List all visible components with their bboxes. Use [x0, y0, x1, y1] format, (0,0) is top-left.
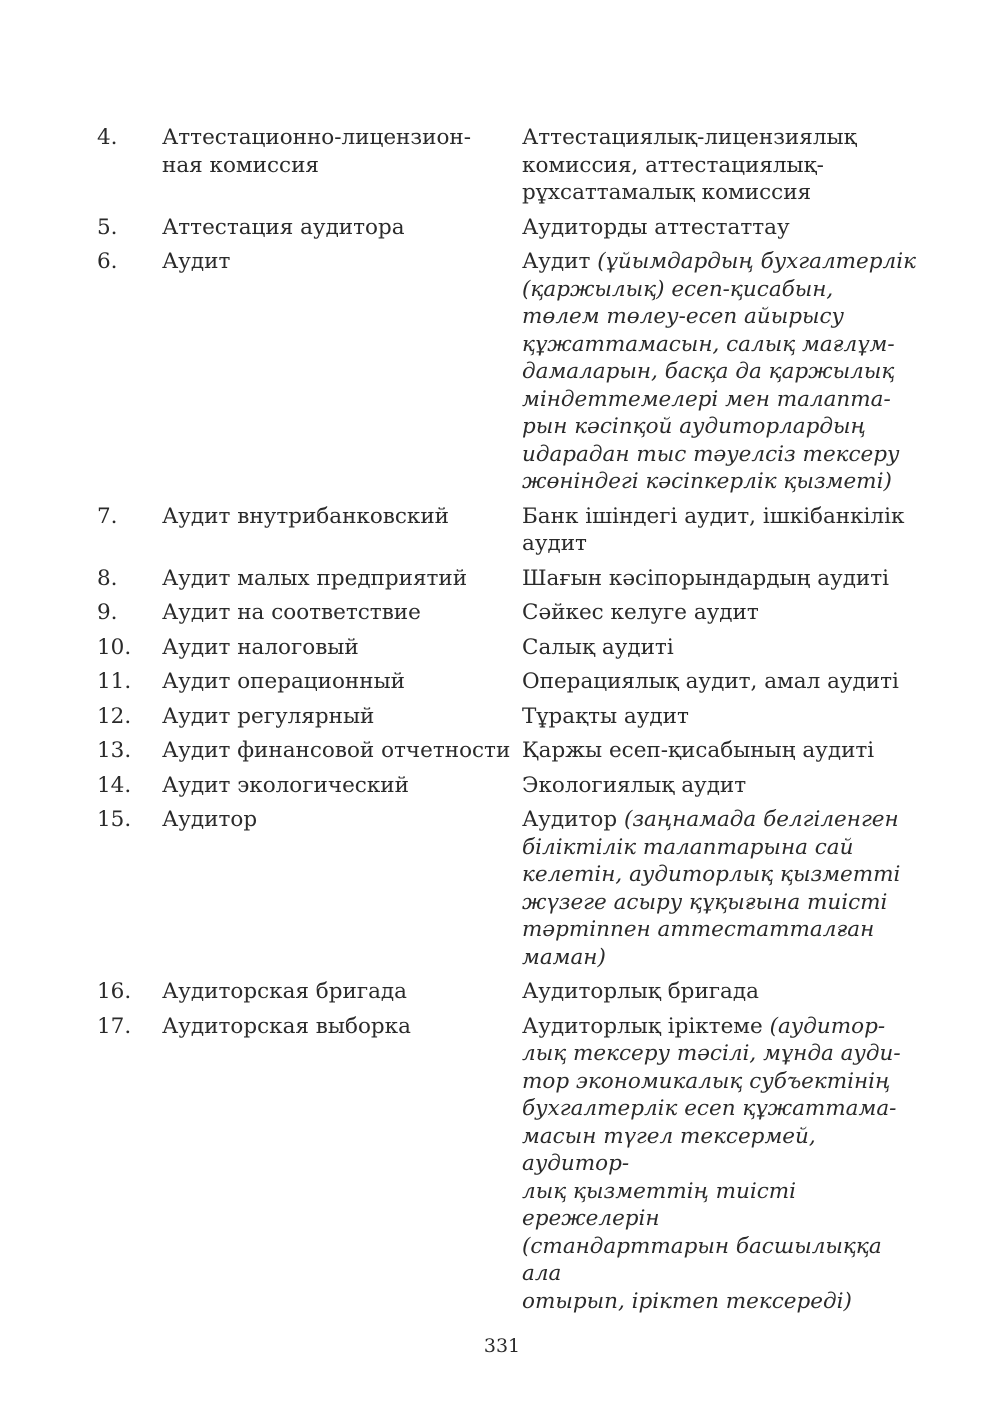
entry-number: 6. — [97, 249, 118, 274]
kazakh-explanation-line: отырып, іріктеп тексереді) — [522, 1288, 852, 1314]
russian-term-line: ная комиссия — [162, 152, 319, 178]
russian-term-line: Аудит малых предприятий — [162, 565, 468, 591]
glossary-entry — [97, 503, 927, 558]
russian-term — [162, 806, 522, 971]
kazakh-translation — [522, 599, 917, 627]
russian-term-line: Аттестация аудитора — [162, 214, 405, 240]
kazakh-explanation-line: идарадан тыс тәуелсіз тексеру — [522, 441, 900, 467]
kazakh-explanation-line: (стандарттарын басшылыққа ала — [522, 1233, 882, 1286]
russian-term — [162, 703, 522, 731]
kazakh-line: Экологиялық аудит — [522, 772, 747, 798]
russian-term-line: Аудит экологический — [162, 772, 409, 798]
entry-number: 11. — [97, 669, 132, 694]
glossary-entry — [97, 634, 927, 662]
kazakh-line: Шағын кәсіпорындардың аудиті — [522, 565, 890, 591]
glossary-entry — [97, 806, 927, 971]
russian-term — [162, 978, 522, 1006]
kazakh-translation — [522, 737, 917, 765]
russian-term-line: Аудит финансовой отчетности — [162, 738, 511, 763]
entry-number: 13. — [97, 738, 132, 763]
russian-term-line: Аудит регулярный — [162, 703, 375, 729]
russian-term-line: Аудиторская выборка — [162, 1013, 411, 1039]
russian-term-line: Аудит — [162, 249, 231, 274]
kazakh-translation — [522, 565, 917, 593]
kazakh-translation — [522, 634, 917, 662]
russian-term — [162, 503, 522, 558]
page-number: 331 — [483, 1335, 521, 1357]
kazakh-explanation-line: жөніндегі кәсіпкерлік қызметі) — [522, 469, 892, 494]
kazakh-line: Аудиторлық бригада — [522, 979, 759, 1004]
kazakh-explanation: (аудитор- — [769, 1013, 886, 1039]
glossary-entry — [97, 565, 927, 593]
russian-term-line: Аттестационно-лицензион- — [162, 125, 471, 150]
entry-number: 14. — [97, 772, 132, 798]
entry-number: 17. — [97, 1013, 132, 1039]
kazakh-line: Банк ішіндегі аудит, ішкібанкілік — [522, 503, 905, 529]
russian-term-line: Аудит операционный — [162, 669, 406, 694]
glossary-entry — [97, 124, 927, 207]
kazakh-explanation-line: рын кәсіпқой аудиторлардың — [522, 414, 866, 439]
kazakh-explanation-line: лық тексеру тәсілі, мұнда ауди- — [522, 1041, 901, 1066]
entry-number: 4. — [97, 125, 118, 150]
kazakh-explanation-line: тәртіппен аттестатталған — [522, 917, 875, 942]
glossary-entry — [97, 737, 927, 765]
kazakh-term: Аудиторлық іріктеме — [522, 1013, 770, 1039]
russian-term-line: Аудит на соответствие — [162, 600, 421, 625]
kazakh-line: комиссия, аттестациялық- — [522, 152, 824, 178]
kazakh-line: Қаржы есеп-қисабының аудиті — [522, 738, 875, 763]
entry-number: 12. — [97, 703, 132, 729]
kazakh-line: Операциялық аудит, амал аудиті — [522, 669, 899, 694]
entry-number: 9. — [97, 600, 118, 625]
glossary-entry — [97, 1013, 927, 1316]
kazakh-translation — [522, 668, 917, 696]
kazakh-translation — [522, 124, 917, 207]
kazakh-translation — [522, 703, 917, 731]
kazakh-explanation-line: бухгалтерлік есеп құжаттама- — [522, 1096, 897, 1121]
russian-term-line: Аудиторская бригада — [162, 979, 407, 1004]
kazakh-explanation-line: масын түгел тексермей, аудитор- — [522, 1123, 816, 1176]
russian-term-line: Аудитор — [162, 807, 258, 832]
kazakh-line — [522, 1013, 917, 1041]
glossary-entry — [97, 978, 927, 1006]
kazakh-explanation-line: құжаттамасын, салық мағлұм- — [522, 331, 895, 357]
kazakh-explanation-line: біліктілік талаптарына сай — [522, 834, 854, 860]
russian-term — [162, 599, 522, 627]
glossary-entry — [97, 599, 927, 627]
russian-term — [162, 248, 522, 496]
entry-number: 15. — [97, 807, 132, 832]
kazakh-translation — [522, 978, 917, 1006]
kazakh-line: Салық аудиті — [522, 634, 674, 660]
kazakh-explanation-line: міндеттемелері мен талапта- — [522, 386, 891, 412]
kazakh-translation — [522, 1013, 917, 1316]
russian-term — [162, 668, 522, 696]
russian-term-line: Аудит налоговый — [162, 634, 359, 660]
russian-term — [162, 565, 522, 593]
kazakh-line: Тұрақты аудит — [522, 703, 689, 729]
kazakh-explanation-line: (қаржылық) есеп-қисабын, — [522, 276, 834, 302]
kazakh-line — [522, 248, 917, 276]
glossary-entry — [97, 703, 927, 731]
kazakh-translation — [522, 772, 917, 800]
kazakh-translation — [522, 806, 917, 971]
kazakh-line: аудит — [522, 531, 587, 556]
russian-term-line: Аудит внутрибанковский — [162, 503, 450, 529]
kazakh-line: Сәйкес келуге аудит — [522, 600, 759, 625]
glossary-entry — [97, 668, 927, 696]
glossary-entry — [97, 214, 927, 242]
russian-term — [162, 214, 522, 242]
entry-number: 7. — [97, 503, 118, 529]
kazakh-explanation-line: маман) — [522, 944, 606, 970]
kazakh-explanation-line: лық қызметтің тиісті ережелерін — [522, 1178, 797, 1231]
kazakh-explanation: (заңнамада белгіленген — [623, 807, 899, 832]
kazakh-explanation-line: келетін, аудиторлық қызметті — [522, 862, 901, 887]
entry-number: 5. — [97, 214, 118, 240]
glossary-list — [97, 124, 927, 1322]
kazakh-explanation-line: дамаларын, басқа да қаржылық — [522, 359, 895, 384]
kazakh-explanation-line: тор экономикалық субъектінің — [522, 1068, 891, 1094]
russian-term — [162, 772, 522, 800]
kazakh-line: Аудиторды аттестаттау — [522, 214, 790, 240]
russian-term — [162, 737, 522, 765]
kazakh-line: рұхсаттамалық комиссия — [522, 180, 812, 205]
russian-term — [162, 634, 522, 662]
entry-number: 8. — [97, 565, 118, 591]
kazakh-line: Аттестациялық-лицензиялық — [522, 125, 857, 150]
kazakh-term: Аудит — [522, 249, 598, 274]
russian-term — [162, 124, 522, 207]
kazakh-translation — [522, 214, 917, 242]
entry-number: 16. — [97, 979, 132, 1004]
kazakh-explanation-line: жүзеге асыру құқығына тиісті — [522, 889, 888, 915]
entry-number: 10. — [97, 634, 132, 660]
kazakh-explanation-line: төлем төлеу-есеп айырысу — [522, 304, 845, 329]
kazakh-term: Аудитор — [522, 807, 624, 832]
glossary-entry — [97, 772, 927, 800]
kazakh-translation — [522, 248, 917, 496]
kazakh-explanation: (ұйымдардың бухгалтерлік — [597, 249, 916, 274]
kazakh-translation — [522, 503, 917, 558]
glossary-entry — [97, 248, 927, 496]
russian-term — [162, 1013, 522, 1316]
kazakh-line — [522, 806, 917, 834]
